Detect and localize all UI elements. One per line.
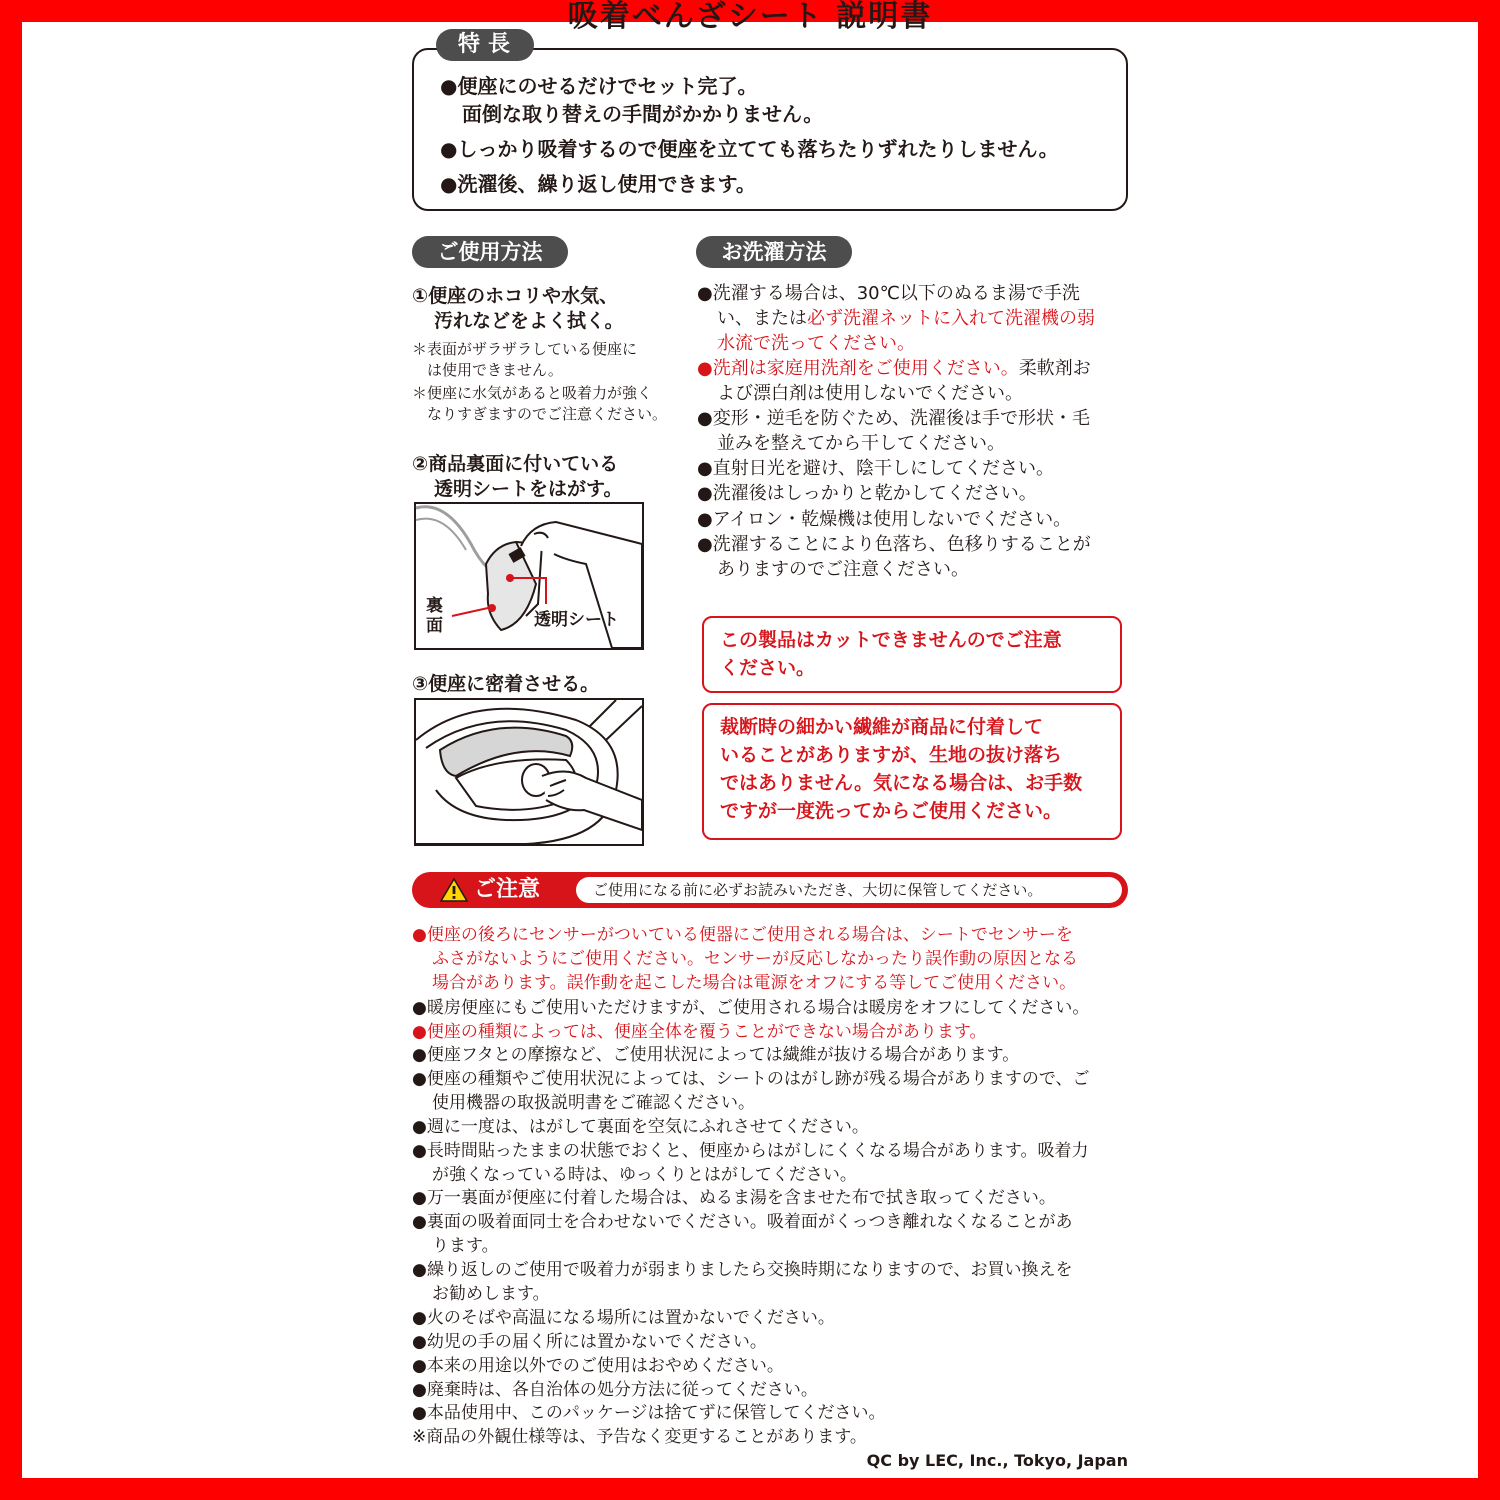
caution-item: ●便座の種類やご使用状況によっては、シートのはがし跡が残る場合がありますので、ご [412, 1069, 1090, 1089]
caution-item: 使用機器の取扱説明書をご確認ください。 [432, 1093, 755, 1113]
caution-item: ●週に一度は、はがして裏面を空気にふれさせてください。 [412, 1117, 869, 1137]
caution-item: ●便座の種類によっては、便座全体を覆うことができない場合があります。 [412, 1022, 987, 1042]
manufacturer-credit: QC by LEC, Inc., Tokyo, Japan [866, 1451, 1128, 1470]
caution-item: が強くなっている時は、ゆっくりとはがしてください。 [432, 1165, 857, 1185]
washing-item: ●変形・逆毛を防ぐため、洗濯後は手で形状・毛 並みを整えてから干してください。 [697, 408, 1090, 454]
feature-item: ●洗濯後、繰り返し使用できます。 [440, 172, 756, 196]
caution-item: ●万一裏面が便座に付着した場合は、ぬるま湯を含ませた布で拭き取ってください。 [412, 1188, 1056, 1208]
usage-step-2: ②商品裏面に付いている [412, 453, 619, 475]
washing-item: ●直射日光を避け、陰干しにしてください。 [697, 458, 1054, 479]
caution-item: 場合があります。誤作動を起こした場合は電源をオフにする等してご使用ください。 [432, 973, 1077, 993]
feature-item: 面倒な取り替えの手間がかかりません。 [462, 102, 824, 126]
caution-item: ●火のそばや高温になる場所には置かないでください。 [412, 1308, 835, 1328]
attach-seat-illustration [414, 698, 644, 846]
caution-item: ●長時間貼ったままの状態でおくと、便座からはがしにくくなる場合があります。吸着力 [412, 1141, 1089, 1161]
usage-note: ＊便座に水気があると吸着力が強く [412, 384, 653, 402]
washing-item: ●洗剤は家庭用洗剤をご使用ください。柔軟剤お よび漂白剤は使用しないでください。 [697, 358, 1091, 404]
caution-item: ●本来の用途以外でのご使用はおやめください。 [412, 1356, 784, 1376]
back-side-label: 裏面 [426, 596, 443, 636]
usage-heading: ご使用方法 [412, 236, 568, 268]
caution-item: ●便座フタとの摩擦など、ご使用状況によっては繊維が抜ける場合があります。 [412, 1045, 1020, 1065]
caution-item: ●暖房便座にもご使用いただけますが、ご使用される場合は暖房をオフにしてください。 [412, 998, 1090, 1018]
caution-heading: ご注意 [474, 877, 541, 902]
document-title: 吸着べんざシート 説明書 [567, 0, 933, 34]
usage-step-2: 透明シートをはがす。 [434, 478, 623, 500]
usage-step-3: ③便座に密着させる。 [412, 673, 600, 695]
usage-step-1: ①便座のホコリや水気、 [412, 285, 619, 307]
no-cut-notice: この製品はカットできませんのでご注意 ください。 [702, 616, 1122, 693]
warning-icon [440, 878, 468, 902]
caution-item: お勧めします。 [432, 1284, 550, 1304]
washing-heading: お洗濯方法 [696, 236, 852, 268]
caution-item: ●幼児の手の届く所には置かないでください。 [412, 1332, 767, 1352]
caution-item: ●繰り返しのご使用で吸着力が弱まりましたら交換時期になりますので、お買い換えを [412, 1260, 1073, 1280]
transparent-sheet-label: 透明シート [534, 610, 619, 630]
caution-item: ふさがないようにご使用ください。センサーが反応しなかったり誤作動の原因となる [432, 949, 1078, 969]
caution-item: ります。 [432, 1236, 499, 1256]
caution-item: ●廃棄時は、各自治体の処分方法に従ってください。 [412, 1380, 818, 1400]
attach-seat-drawing [416, 700, 642, 844]
caution-item: ●裏面の吸着面同士を合わせないでください。吸着面がくっつき離れなくなることがあ [412, 1212, 1073, 1232]
usage-step-1: 汚れなどをよく拭く。 [434, 310, 624, 332]
washing-item: ●洗濯することにより色落ち、色移りすることが ありますのでご注意ください。 [697, 534, 1091, 580]
caution-item: ●本品使用中、このパッケージは捨てずに保管してください。 [412, 1403, 886, 1423]
feature-item: ●便座にのせるだけでセット完了。 [440, 74, 758, 98]
feature-item: ●しっかり吸着するので便座を立てても落ちたりずれたりしません。 [440, 137, 1059, 161]
features-heading: 特長 [436, 29, 534, 61]
usage-note: なりすぎますのでご注意ください。 [427, 405, 668, 423]
usage-note: は使用できません。 [427, 361, 563, 379]
caution-item: ●便座の後ろにセンサーがついている便器にご使用される場合は、シートでセンサーを [412, 925, 1073, 945]
caution-item: ※商品の外観仕様等は、予告なく変更することがあります。 [412, 1427, 867, 1447]
fiber-notice: 裁断時の細かい繊維が商品に付着して いることがありますが、生地の抜け落ち ではありません。気になる場合は、お手数 ですが一度洗ってからご使用ください。 [702, 703, 1122, 840]
caution-subtitle: ご使用になる前に必ずお読みいただき、大切に保管してください。 [576, 877, 1122, 903]
instruction-sheet [22, 0, 1478, 1478]
peel-sheet-illustration [414, 502, 644, 650]
washing-item: ●洗濯後はしっかりと乾かしてください。 [697, 483, 1037, 504]
usage-note: ＊表面がザラザラしている便座に [412, 340, 638, 358]
washing-item: ●洗濯する場合は、30℃以下のぬるま湯で手洗 い、または必ず洗濯ネットに入れて洗濯機の弱 水流で洗ってください。 [697, 283, 1095, 354]
washing-item: ●アイロン・乾燥機は使用しないでください。 [697, 509, 1072, 530]
